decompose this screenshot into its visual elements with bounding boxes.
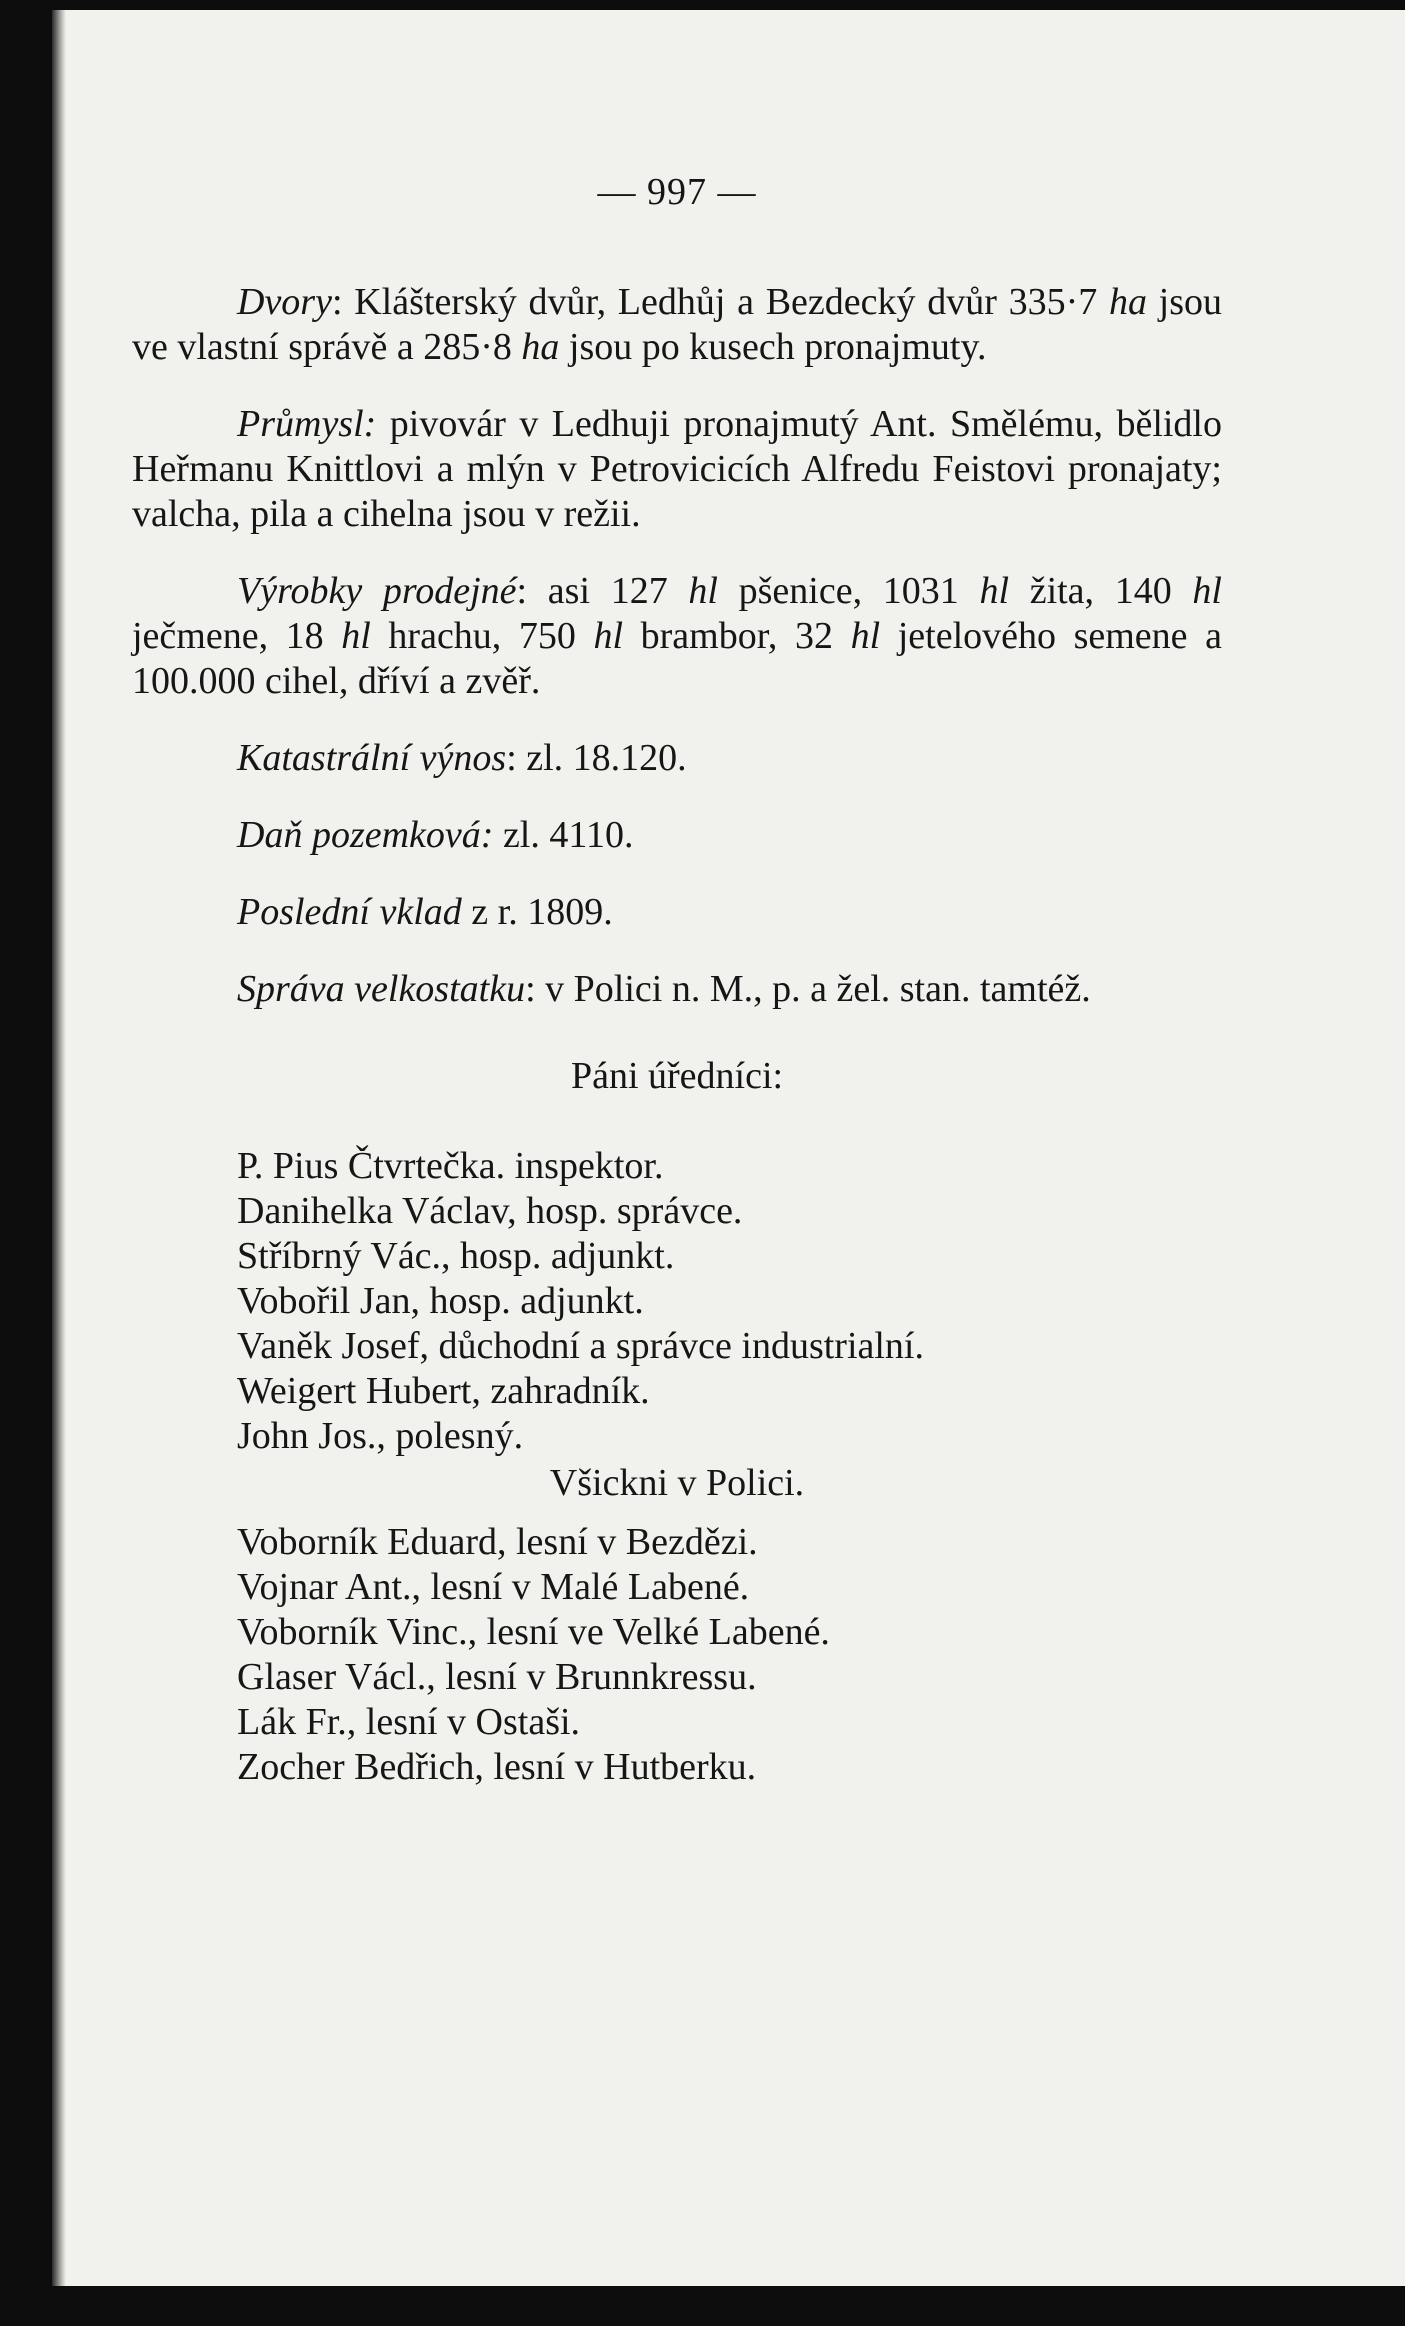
page-gutter-shadow (52, 10, 66, 2286)
officials-list (132, 1144, 1222, 1459)
list-item: Lák Fr., lesní v Ostaši. (237, 1701, 581, 1743)
list-item: Voborník Vinc., lesní ve Velké Labené. (237, 1611, 830, 1653)
label-prumysl: Průmysl: (237, 403, 377, 445)
paragraph-dvory: Dvory: Klášterský dvůr, Ledhůj a Bezdecký dvůr 335·7 ha jsou ve vlastní správě a 285·8 ha jsou po kusech pronajmuty. (132, 281, 1222, 368)
officials-heading: Páni úředníci: (570, 1055, 784, 1097)
list-item: Zocher Bedřich, lesní v Hutberku. (237, 1746, 757, 1788)
list-item: Vobořil Jan, hosp. adjunkt. (237, 1280, 644, 1322)
list-item: Stříbrný Vác., hosp. adjunkt. (237, 1235, 675, 1277)
list-item: Glaser Václ., lesní v Brunnkressu. (237, 1656, 757, 1698)
police-heading: Všickni v Polici. (549, 1462, 805, 1504)
book-page (52, 10, 1405, 2286)
list-item: Weigert Hubert, zahradník. (237, 1370, 650, 1412)
label-dan: Daň pozemková: (237, 814, 494, 856)
list-item: Vojnar Ant., lesní v Malé Labené. (237, 1566, 750, 1608)
page-number: — 997 — (597, 171, 757, 213)
list-item: P. Pius Čtvrtečka. inspektor. (237, 1145, 664, 1187)
foresters-list (132, 1520, 1222, 1790)
label-vyrobky: Výrobky prodejné (237, 570, 517, 612)
label-katastr: Katastrální výnos (237, 737, 507, 779)
list-item: Voborník Eduard, lesní v Bezdězi. (237, 1521, 758, 1563)
paragraph-vyrobky: Výrobky prodejné: asi 127 hl pšenice, 1031 hl žita, 140 hl ječmene, 18 hl hrachu, 750 hl brambor, 32 hl jetelového semene a 100.000 cihel, dříví a zvěř. (132, 570, 1222, 702)
label-sprava: Správa velkostatku (237, 968, 526, 1010)
paragraph-prumysl: Průmysl: pivovár v Ledhuji pronajmutý Ant. Smělému, bělidlo Heřmanu Knittlovi a mlýn v Petrovicicích Alfredu Feistovi pronajaty; valcha, pila a cihelna jsou v režii. (132, 403, 1222, 535)
paragraph-katastr: Katastrální výnos: zl. 18.120. (237, 737, 687, 779)
label-dvory: Dvory (237, 281, 332, 323)
paragraph-vklad: Poslední vklad z r. 1809. (237, 891, 613, 933)
label-vklad: Poslední vklad (237, 891, 462, 933)
list-item: Danihelka Václav, hosp. správce. (237, 1190, 743, 1232)
list-item: Vaněk Josef, důchodní a správce industrialní. (237, 1325, 924, 1367)
page-content (132, 170, 1222, 1790)
paragraph-sprava: Správa velkostatku: v Polici n. M., p. a žel. stan. tamtéž. (237, 968, 1091, 1010)
list-item: John Jos., polesný. (237, 1415, 524, 1457)
paragraph-dan: Daň pozemková: zl. 4110. (237, 814, 634, 856)
